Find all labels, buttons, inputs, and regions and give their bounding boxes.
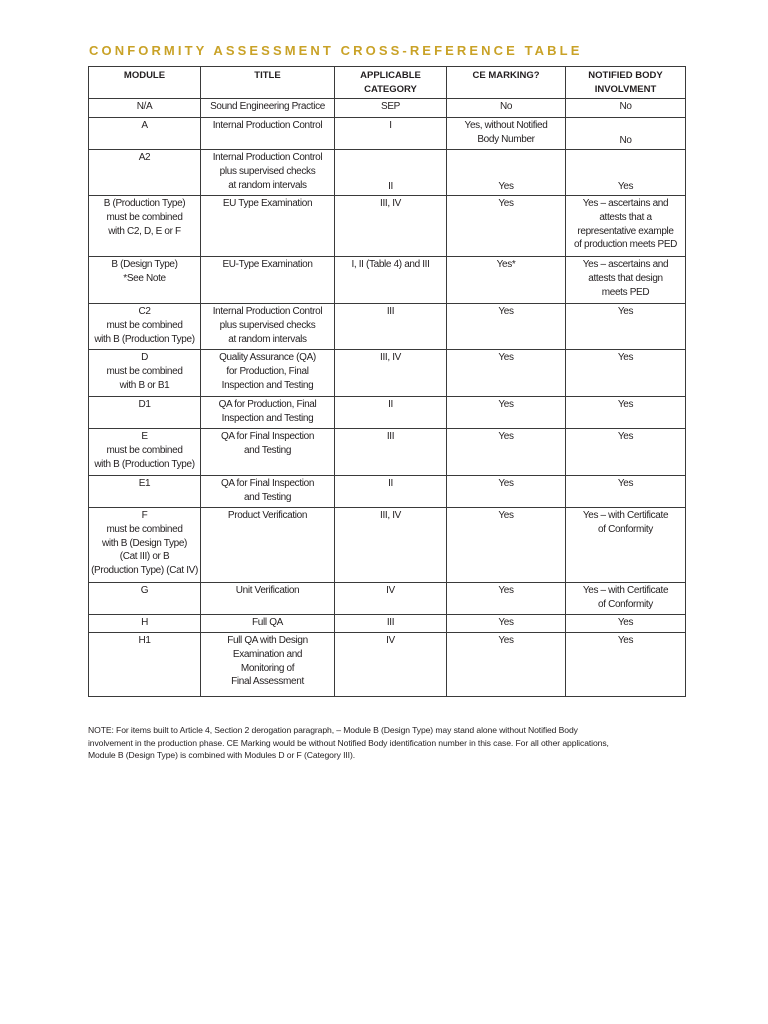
- notified-body-cell: No: [566, 118, 686, 150]
- category-cell: SEP: [335, 99, 447, 118]
- category-cell: III, IV: [335, 196, 447, 257]
- ce-marking-cell: No: [447, 99, 566, 118]
- conformity-table: [88, 66, 686, 697]
- title-cell: EU-Type Examination: [201, 257, 335, 304]
- notified-body-cell: Yes: [566, 633, 686, 697]
- ce-marking-cell: Yes, without Notified Body Number: [447, 118, 566, 150]
- module-cell: D1: [89, 397, 201, 429]
- category-cell: III, IV: [335, 350, 447, 397]
- ce-marking-cell: Yes: [447, 583, 566, 615]
- notified-body-cell: Yes – with Certificate of Conformity: [566, 583, 686, 615]
- table-row: [89, 118, 686, 150]
- table-row: [89, 397, 686, 429]
- table-row: [89, 150, 686, 196]
- title-cell: Internal Production Control plus supervised checks at random intervals: [201, 150, 335, 196]
- title-cell: QA for Final Inspection and Testing: [201, 429, 335, 476]
- notified-body-cell: Yes: [566, 304, 686, 350]
- notified-body-cell: Yes – ascertains and attests that design meets PED: [566, 257, 686, 304]
- table-row: [89, 615, 686, 633]
- notified-body-cell: Yes: [566, 397, 686, 429]
- ce-marking-cell: Yes*: [447, 257, 566, 304]
- notified-body-cell: Yes: [566, 615, 686, 633]
- module-cell: C2 must be combined with B (Production Type): [89, 304, 201, 350]
- table-row: [89, 196, 686, 257]
- table-footnote: NOTE: For items built to Article 4, Section 2 derogation paragraph, – Module B (Design Type) may stand alone without Notified Body involvement in the production phase. CE Marking would be without Notified Body identification number in this case. For all other applications, Module B (Design Type) is combined with Modules D or F (Category III).: [88, 725, 609, 761]
- title-cell: Quality Assurance (QA) for Production, Final Inspection and Testing: [201, 350, 335, 397]
- table-header-row: [89, 67, 686, 99]
- table-row: [89, 99, 686, 118]
- title-cell: Full QA with Design Examination and Monitoring of Final Assessment: [201, 633, 335, 697]
- ce-marking-cell: Yes: [447, 633, 566, 697]
- table-row: [89, 304, 686, 350]
- header-title: TITLE: [201, 67, 335, 99]
- category-cell: I: [335, 118, 447, 150]
- module-cell: E must be combined with B (Production Type): [89, 429, 201, 476]
- notified-body-cell: Yes: [566, 150, 686, 196]
- module-cell: G: [89, 583, 201, 615]
- notified-body-cell: Yes: [566, 476, 686, 508]
- category-cell: I, II (Table 4) and III: [335, 257, 447, 304]
- module-cell: A: [89, 118, 201, 150]
- category-cell: III: [335, 304, 447, 350]
- category-cell: II: [335, 476, 447, 508]
- module-cell: H1: [89, 633, 201, 697]
- category-cell: IV: [335, 583, 447, 615]
- header-ce-marking: CE MARKING?: [447, 67, 566, 99]
- table-row: [89, 350, 686, 397]
- title-cell: Sound Engineering Practice: [201, 99, 335, 118]
- ce-marking-cell: Yes: [447, 397, 566, 429]
- ce-marking-cell: Yes: [447, 350, 566, 397]
- category-cell: II: [335, 150, 447, 196]
- title-cell: Product Verification: [201, 508, 335, 583]
- header-module: MODULE: [89, 67, 201, 99]
- header-applicable-category: APPLICABLE CATEGORY: [335, 67, 447, 99]
- header-notified-body: NOTIFIED BODY INVOLVMENT: [566, 67, 686, 99]
- title-cell: Internal Production Control: [201, 118, 335, 150]
- table-row: [89, 633, 686, 697]
- module-cell: N/A: [89, 99, 201, 118]
- table-row: [89, 257, 686, 304]
- page-title: CONFORMITY ASSESSMENT CROSS-REFERENCE TABLE: [89, 43, 583, 58]
- table-row: [89, 583, 686, 615]
- module-cell: H: [89, 615, 201, 633]
- category-cell: III, IV: [335, 508, 447, 583]
- category-cell: II: [335, 397, 447, 429]
- ce-marking-cell: Yes: [447, 476, 566, 508]
- title-cell: EU Type Examination: [201, 196, 335, 257]
- notified-body-cell: Yes – with Certificate of Conformity: [566, 508, 686, 583]
- title-cell: Unit Verification: [201, 583, 335, 615]
- table-row: [89, 476, 686, 508]
- category-cell: IV: [335, 633, 447, 697]
- title-cell: QA for Production, Final Inspection and Testing: [201, 397, 335, 429]
- table-row: [89, 429, 686, 476]
- category-cell: III: [335, 615, 447, 633]
- ce-marking-cell: Yes: [447, 196, 566, 257]
- notified-body-cell: No: [566, 99, 686, 118]
- category-cell: III: [335, 429, 447, 476]
- ce-marking-cell: Yes: [447, 304, 566, 350]
- ce-marking-cell: Yes: [447, 615, 566, 633]
- module-cell: A2: [89, 150, 201, 196]
- title-cell: Internal Production Control plus supervised checks at random intervals: [201, 304, 335, 350]
- ce-marking-cell: Yes: [447, 150, 566, 196]
- module-cell: F must be combined with B (Design Type) (Cat III) or B (Production Type) (Cat IV): [89, 508, 201, 583]
- ce-marking-cell: Yes: [447, 429, 566, 476]
- notified-body-cell: Yes: [566, 350, 686, 397]
- notified-body-cell: Yes: [566, 429, 686, 476]
- module-cell: B (Design Type) *See Note: [89, 257, 201, 304]
- title-cell: QA for Final Inspection and Testing: [201, 476, 335, 508]
- module-cell: E1: [89, 476, 201, 508]
- title-cell: Full QA: [201, 615, 335, 633]
- module-cell: B (Production Type) must be combined with C2, D, E or F: [89, 196, 201, 257]
- module-cell: D must be combined with B or B1: [89, 350, 201, 397]
- notified-body-cell: Yes – ascertains and attests that a representative example of production meets PED: [566, 196, 686, 257]
- ce-marking-cell: Yes: [447, 508, 566, 583]
- table-row: [89, 508, 686, 583]
